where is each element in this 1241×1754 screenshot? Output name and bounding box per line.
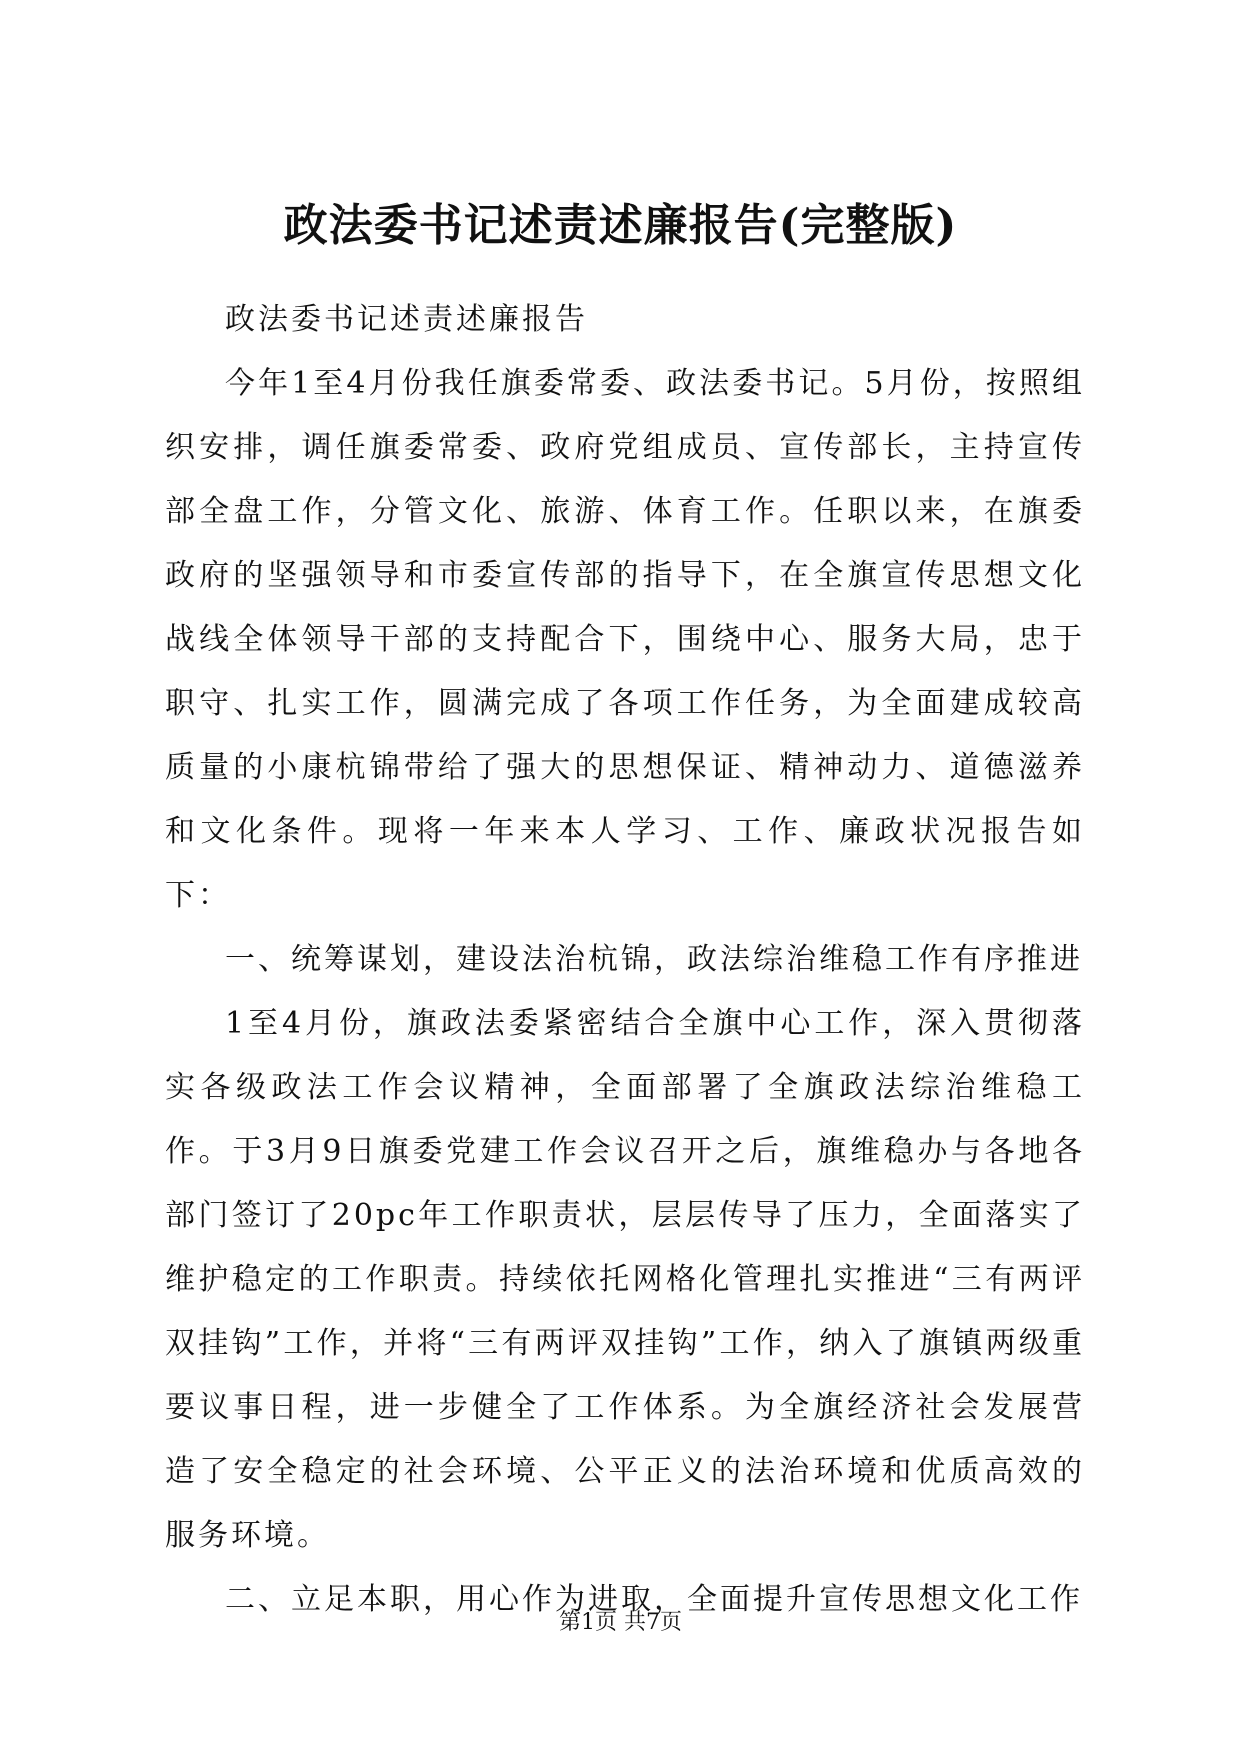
paragraph-intro: 今年1至4月份我任旗委常委、政法委书记。5月份，按照组织安排，调任旗委常委、政府党组成员、宣传部长，主持宣传部全盘工作，分管文化、旅游、体育工作。任职以来，在旗委政府的坚强领导和市委宣传部的指导下，在全旗宣传思想文化战线全体领导干部的支持配合下，围绕中心、服务大局，忠于职守、扎实工作，圆满完成了各项工作任务，为全面建成较高质量的小康杭锦带给了强大的思想保证、精神动力、道德滋养和文化条件。现将一年来本人学习、工作、廉政状况报告如下： <box>165 366 1085 913</box>
section-heading-2: 二、立足本职，用心作为进取，全面提升宣传思想文化工作 <box>225 1582 1083 1617</box>
document-title: 政法委书记述责述廉报告(完整版) <box>283 200 958 251</box>
section-heading-1: 一、统筹谋划，建设法治杭锦，政法综治维稳工作有序推进 <box>225 942 1083 977</box>
paragraph-subtitle: 政法委书记述责述廉报告 <box>225 302 588 337</box>
document-body <box>165 288 1085 1632</box>
paragraph-section-1: 1至4月份，旗政法委紧密结合全旗中心工作，深入贯彻落实各级政法工作会议精神，全面部署了全旗政法综治维稳工作。于3月9日旗委党建工作会议召开之后，旗维稳办与各地各部门签订了20pc年工作职责状，层层传导了压力，全面落实了维护稳定的工作职责。持续依托网格化管理扎实推进“三有两评双挂钩”工作，并将“三有两评双挂钩”工作，纳入了旗镇两级重要议事日程，进一步健全了工作体系。为全旗经济社会发展营造了安全稳定的社会环境、公平正义的法治环境和优质高效的服务环境。 <box>165 1006 1085 1553</box>
page-footer: 第1页 共7页 <box>559 1610 682 1635</box>
